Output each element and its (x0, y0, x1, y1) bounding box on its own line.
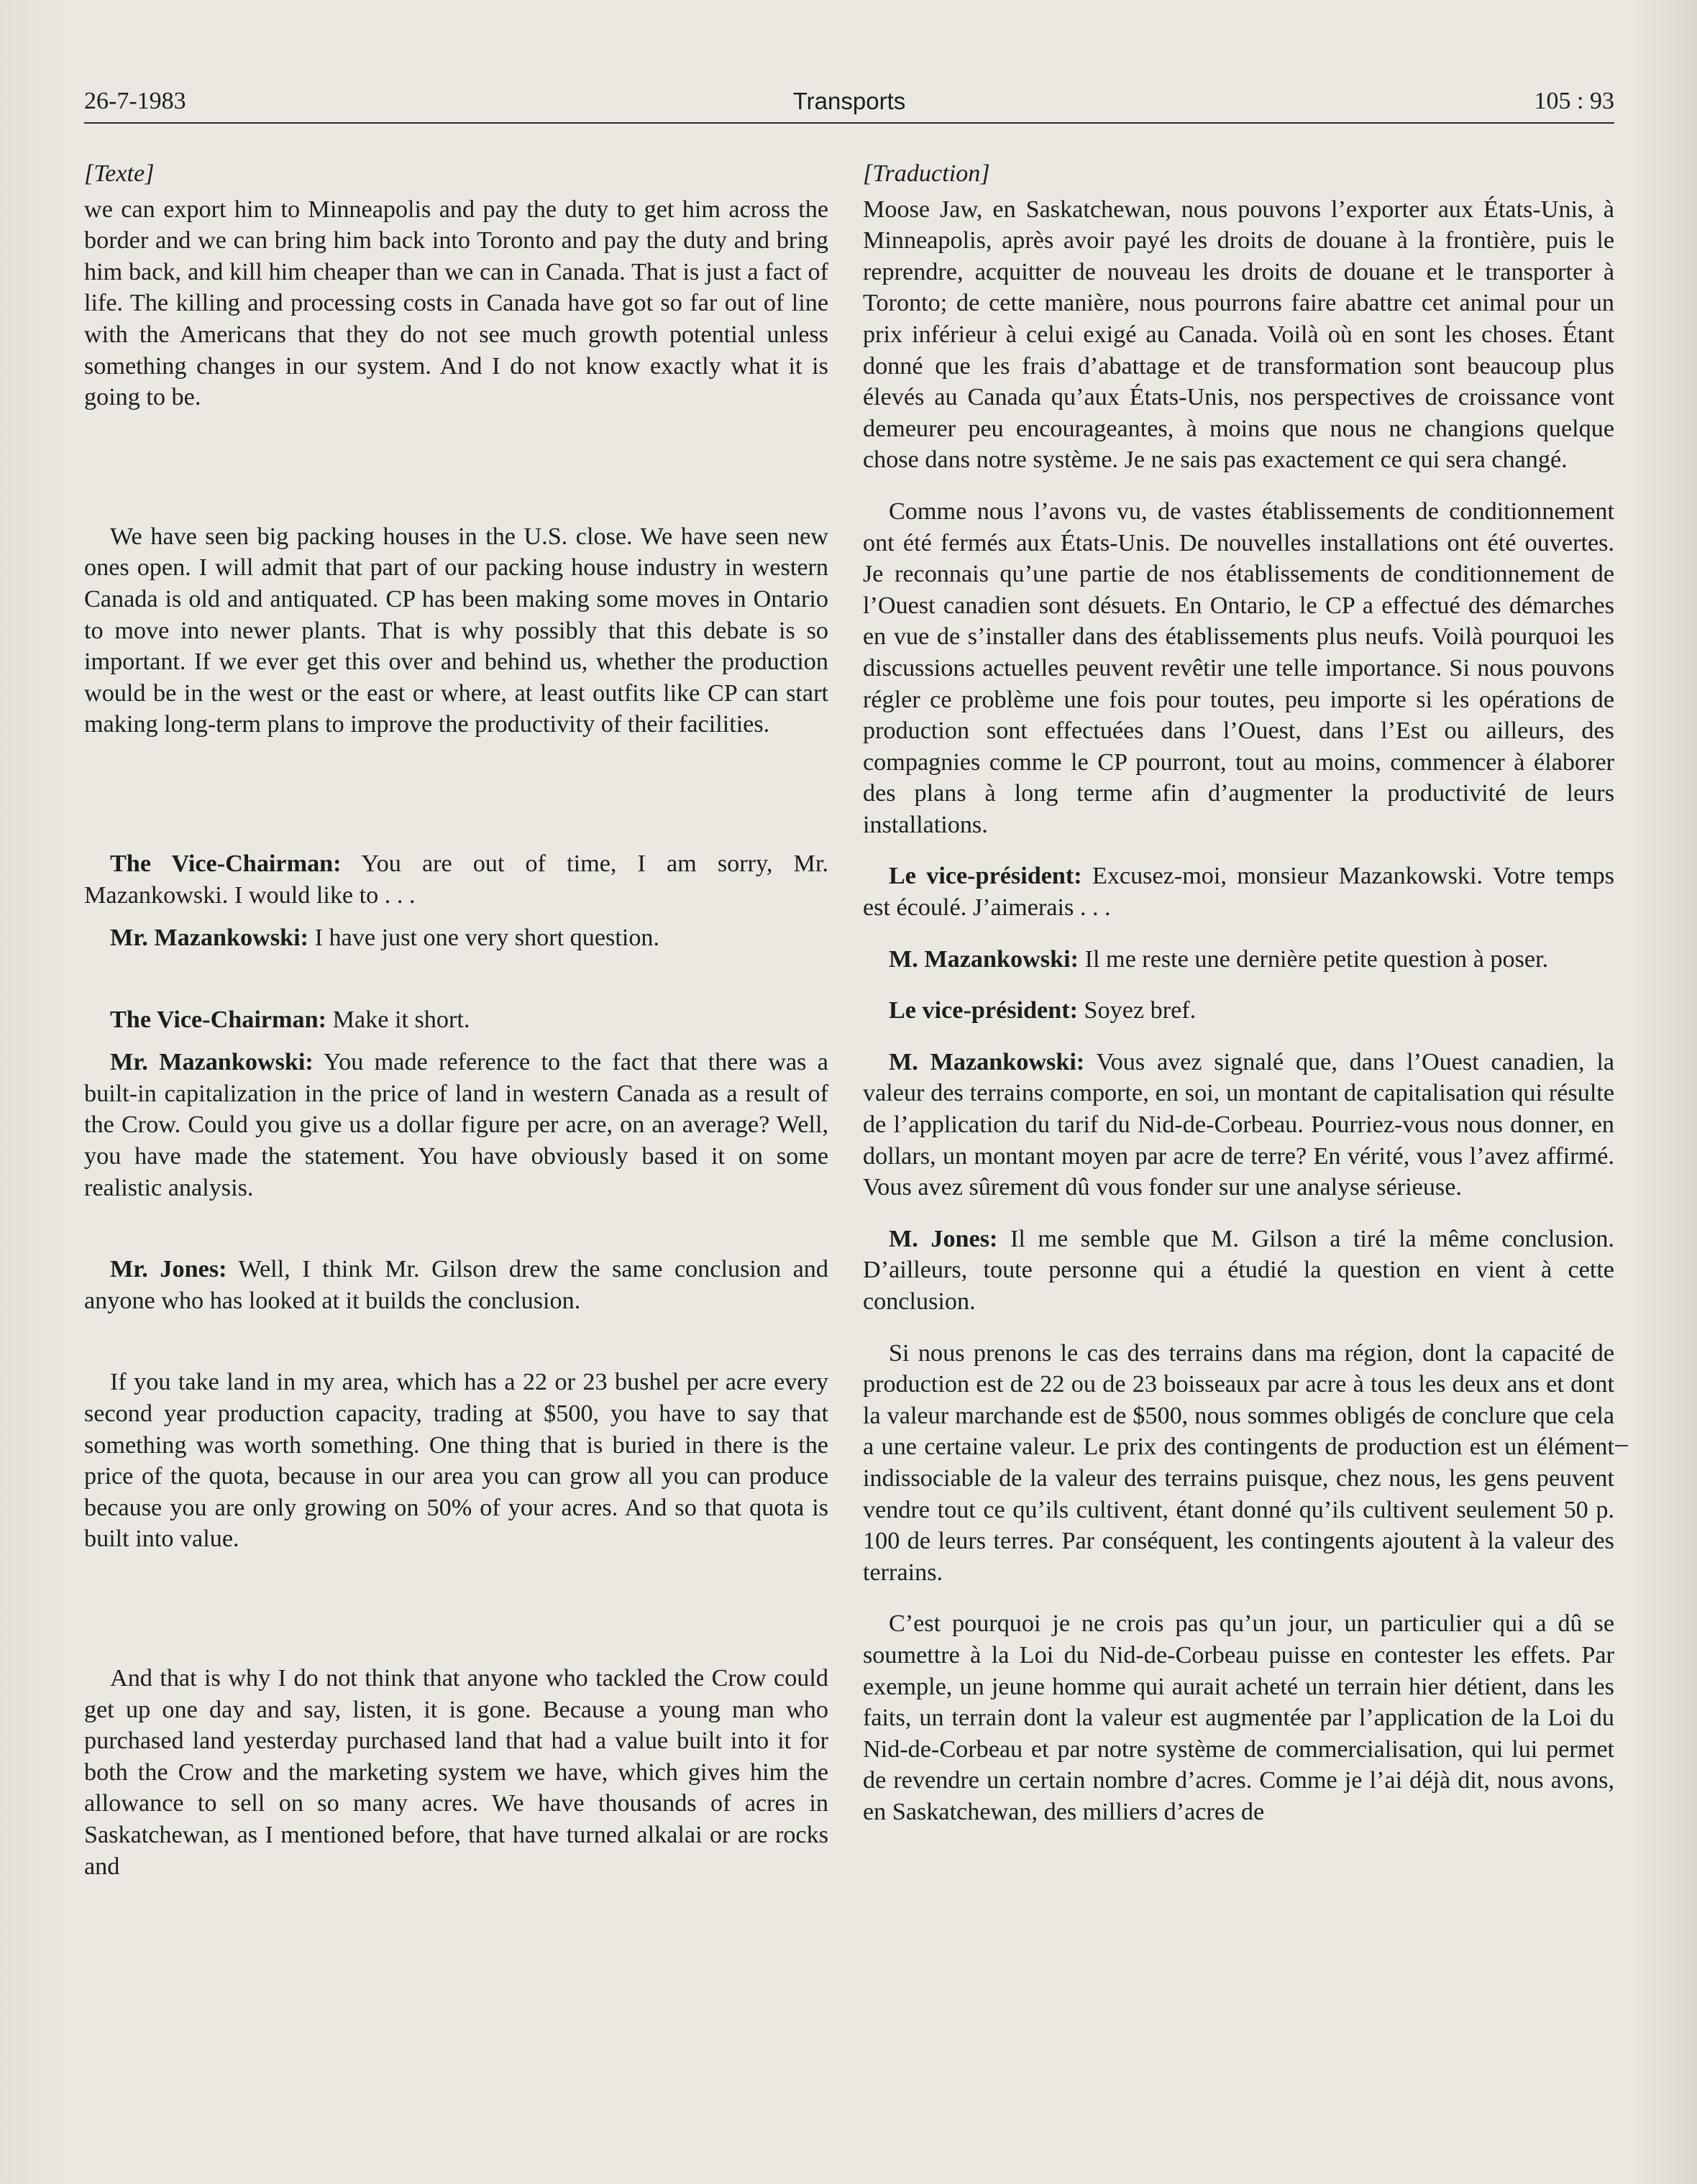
paragraph-text: Si nous prenons le cas des terrains dans ma région, dont la capacité de production est de 22 ou de 23 boisseaux par acre à tous les deux ans et dont la valeur marchande est de $500, nous sommes obligés de conclure que cela a une certaine valeur. Le prix des contingents de production est un élément indissociable de la valeur des terrains puisque, chez nous, les gens peuvent vendre tout ce qu’ils cultivent, étant donné qu’ils cultivent seulement 50 p. 100 de leurs terres. Par conséquent, les contingents ajoutent à la valeur des terrains. (863, 1339, 1614, 1586)
paragraph-text: Il me semble que M. Gilson a tiré la même conclusion. D’ailleurs, toute personne qui a étudié la question en vient à cette conclusion. (863, 1225, 1614, 1315)
paragraph-text: C’est pourquoi je ne crois pas qu’un jour, un particulier qui a dû se soumettre à la Loi du Nid-de-Corbeau puisse en contester les effets. Par exemple, un jeune homme qui aurait acheté un terrain hier détient, dans les faits, un terrain dont la valeur est augmentée par l’application de la Loi du Nid-de-Corbeau et par notre système de commercialisation, qui lui permet de revendre un certain nombre d’acres. Comme je l’ai déjà dit, nous avons, en Saskatchewan, des milliers d’acres de (863, 1610, 1614, 1825)
column-label: [Traduction] (863, 160, 990, 187)
paragraph-text: Il me reste une dernière petite question à poser. (1084, 945, 1549, 973)
paragraph (863, 995, 1614, 1027)
paragraph (863, 194, 1614, 476)
paragraph (863, 1608, 1614, 1827)
paragraph (863, 496, 1614, 841)
speaker-name: The Vice-Chairman: (110, 1006, 327, 1033)
english-column (84, 158, 828, 1882)
paragraph-text: Well, I think Mr. Gilson drew the same conclusion and anyone who has looked at it builds the conclusion. (84, 1256, 828, 1314)
paragraph-text: And that is why I do not think that anyone who tackled the Crow could get up one day and say, listen, it is gone. Because a young man who purchased land yesterday purchased land that had a value built into it for both the Crow and the marketing system we have, which gives him the allowance to sell on so many acres. We have thousands of acres in Saskatchewan, as I mentioned before, that have turned alkalai or are rocks and (84, 1665, 828, 1880)
paragraph (863, 861, 1614, 923)
header-title: Transports (792, 88, 906, 114)
speaker-name: Mr. Mazankowski: (110, 1049, 314, 1076)
column-label-text: Texte (93, 160, 145, 187)
paragraph-text: Moose Jaw, en Saskatchewan, nous pouvons l’exporter aux États-Unis, à Minneapolis, après avoir payé les droits de douane à la frontière, puis le reprendre, acquitter de nouveau les droits de douane et le transporter à Toronto; de cette manière, nous pourrons faire abattre cet animal pour un prix inférieur à celui exigé au Canada. Voilà où en sont les choses. Étant donné que les frais d’abattage et de transformation sont beaucoup plus élevés au Canada qu’aux États-Unis, nos perspectives de croissance vont demeurer peu encourageantes, à moins que nous ne changions quelque chose dans notre système. Je ne sais pas exactement ce qui sera changé. (863, 196, 1614, 474)
paragraph (84, 194, 828, 413)
paragraph (84, 922, 828, 954)
paragraph-text: You made reference to the fact that there was a built-in capitalization in the price of land in western Canada as a result of the Crow. Could you give us a dollar figure per acre, on an average? Well, you have made the statement. You have obviously based it on some realistic analysis. (84, 1049, 828, 1201)
speaker-name: M. Mazankowski: (889, 1048, 1085, 1075)
header-date: 26-7-1983 (84, 88, 186, 114)
paragraph-text: Vous avez signalé que, dans l’Ouest canadien, la valeur des terrains comporte, en soi, un montant de capitalisation qui résulte de l’application du tarif du Nid-de-Corbeau. Pourriez-vous nous donner, en dollars, un montant moyen par acre de terre? En vérité, vous l’avez affirmé. Vous avez sûrement dû vous fonder sur une analyse sérieuse. (863, 1048, 1614, 1201)
speaker-name: Le vice-président: (889, 997, 1078, 1024)
paragraph (84, 1047, 828, 1203)
paragraph (84, 1663, 828, 1882)
speaker-name: M. Jones: (889, 1225, 998, 1252)
paragraph (84, 848, 828, 911)
paragraph-text: If you take land in my area, which has a 22 or 23 bushel per acre every second year production capacity, trading at $500, you have to say that something was worth something. One thing that is buried in there is the price of the quota, because in our area you can grow all you can produce because you are only growing on 50% of your acres. And so that quota is built into value. (84, 1369, 828, 1553)
speaker-name: Mr. Mazankowski: (110, 924, 309, 952)
speaker-name: Mr. Jones: (110, 1256, 227, 1283)
paragraph (84, 521, 828, 740)
paragraph-text: We have seen big packing houses in the U.S. close. We have seen new ones open. I will admit that part of our packing house industry in western Canada is old and antiquated. CP has been making some moves in Ontario to move into newer plants. That is why possibly that this debate is so important. If we ever get this over and behind us, whether the production would be in the west or the east or where, at least outfits like CP can start making long-term plans to improve the productivity of their facilities. (84, 523, 828, 738)
paragraph-text: we can export him to Minneapolis and pay the duty to get him across the border and we can bring him back into Toronto and pay the duty and bring him back, and kill him cheaper than we can in Canada. That is just a fact of life. The killing and processing costs in Canada have got so far out of line with the Americans that they do not see much growth potential unless something changes in our system. And I do not know exactly what it is going to be. (84, 196, 828, 411)
paragraph-text: Excusez-moi, monsieur Mazankowski. Votre temps est écoulé. J’aimerais . . . (863, 863, 1614, 922)
speaker-name: M. Mazankowski: (889, 945, 1079, 973)
paragraph (84, 1367, 828, 1555)
paragraph (84, 1004, 828, 1036)
header-page-number: 105 : 93 (1534, 88, 1614, 114)
french-column (863, 158, 1614, 1828)
speaker-name: The Vice-Chairman: (110, 850, 342, 877)
paragraph-text: I have just one very short question. (314, 924, 660, 952)
paragraph (863, 1224, 1614, 1318)
paragraph (863, 1047, 1614, 1203)
paragraph-text: Soyez bref. (1084, 997, 1197, 1024)
paragraph (863, 1338, 1614, 1589)
page-header (84, 85, 1614, 124)
paragraph-text: You are out of time, I am sorry, Mr. Mazankowski. I would like to . . . (84, 850, 828, 909)
paragraph (863, 944, 1614, 976)
paragraph-text: Make it short. (332, 1006, 470, 1033)
paragraph (84, 1254, 828, 1316)
column-label-text: Traduction (872, 160, 981, 187)
speaker-name: Le vice-président: (889, 863, 1082, 890)
paragraph-text: Comme nous l’avons vu, de vastes établissements de conditionnement ont été fermés aux États-Unis. De nouvelles installations ont été ouvertes. Je reconnais qu’une partie de nos établissements de conditionnement de l’Ouest canadien sont désuets. En Ontario, le CP a effectué des démarches en vue de s’installer dans des établissements plus neufs. Voilà pourquoi les discussions actuelles peuvent revêtir une telle importance. Si nous pouvons régler ce problème une fois pour toutes, peu importe si les opérations de production sont effectuées dans l’Ouest, dans l’Est ou ailleurs, des compagnies comme le CP pourront, tout au moins, commencer à élaborer des plans à long terme afin d’augmenter la productivité de leurs installations. (863, 497, 1614, 838)
margin-mark (1615, 1445, 1628, 1446)
column-label: [Texte] (84, 160, 155, 187)
